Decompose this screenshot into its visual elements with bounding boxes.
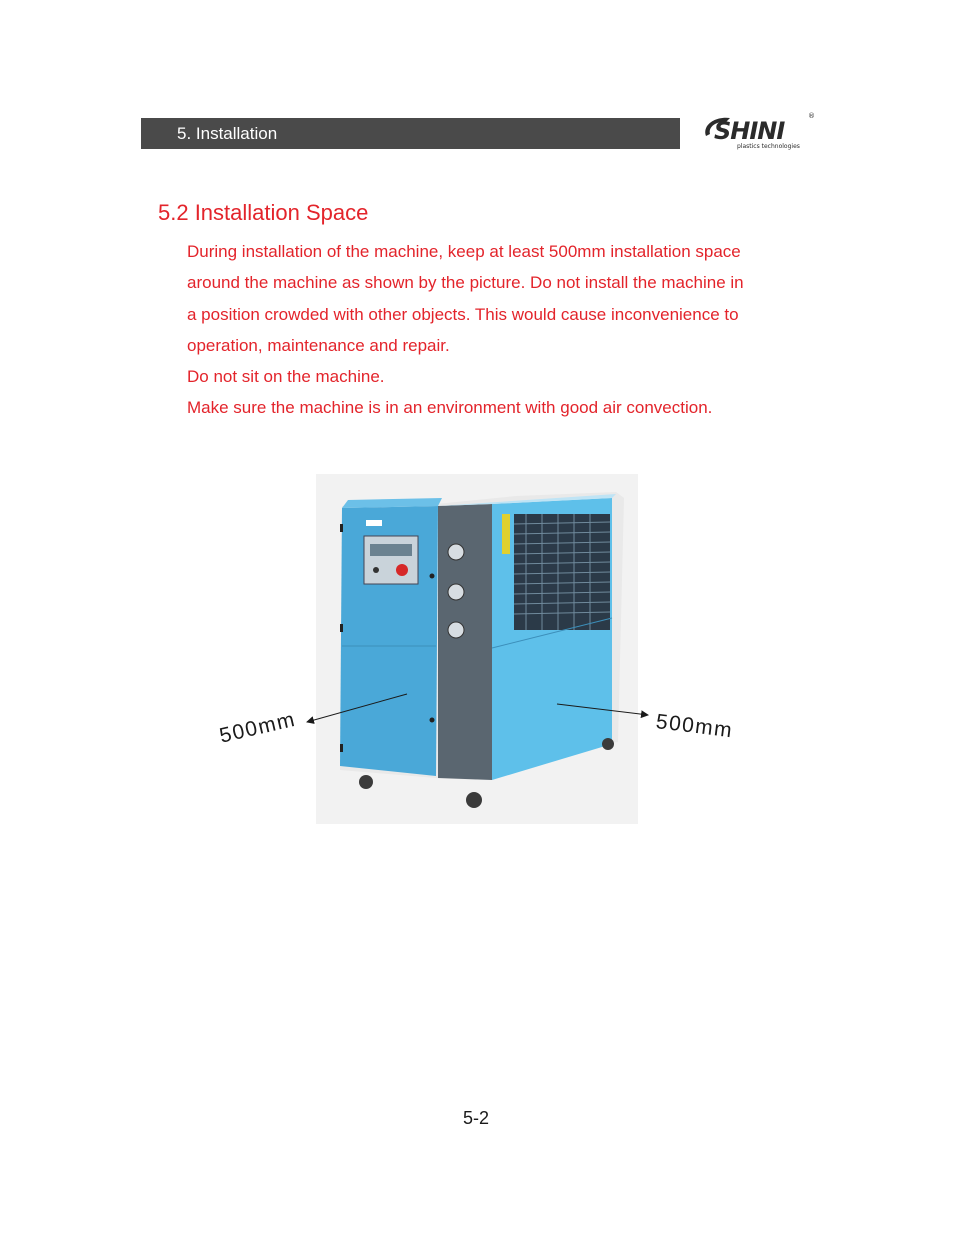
- body-line: During installation of the machine, keep at least 500mm installation space: [187, 242, 741, 261]
- chiller-machine-illustration: [316, 474, 638, 824]
- logo-wordmark: SHINI: [714, 117, 785, 145]
- page-number: 5-2: [463, 1108, 490, 1128]
- section-body: [187, 236, 827, 424]
- body-line: operation, maintenance and repair.: [187, 335, 450, 355]
- right-clearance-label: 500mm: [654, 710, 735, 743]
- body-line: Make sure the machine is in an environment with good air convection.: [187, 398, 713, 418]
- section-header-bar: [141, 118, 680, 149]
- section-title: 5.2 Installation Space: [158, 200, 369, 225]
- body-line: Do not sit on the machine.: [187, 367, 385, 387]
- left-clearance-label: 500mm: [217, 707, 299, 748]
- section-header-label: 5. Installation: [177, 124, 278, 143]
- logo-registered-mark: ®: [808, 112, 815, 120]
- body-line: a position crowded with other objects. This would cause inconvenience to: [187, 304, 739, 324]
- logo-tagline: plastics technologies: [737, 143, 800, 150]
- shini-logo: [700, 108, 815, 152]
- body-line: around the machine as shown by the picture. Do not install the machine in: [187, 273, 744, 293]
